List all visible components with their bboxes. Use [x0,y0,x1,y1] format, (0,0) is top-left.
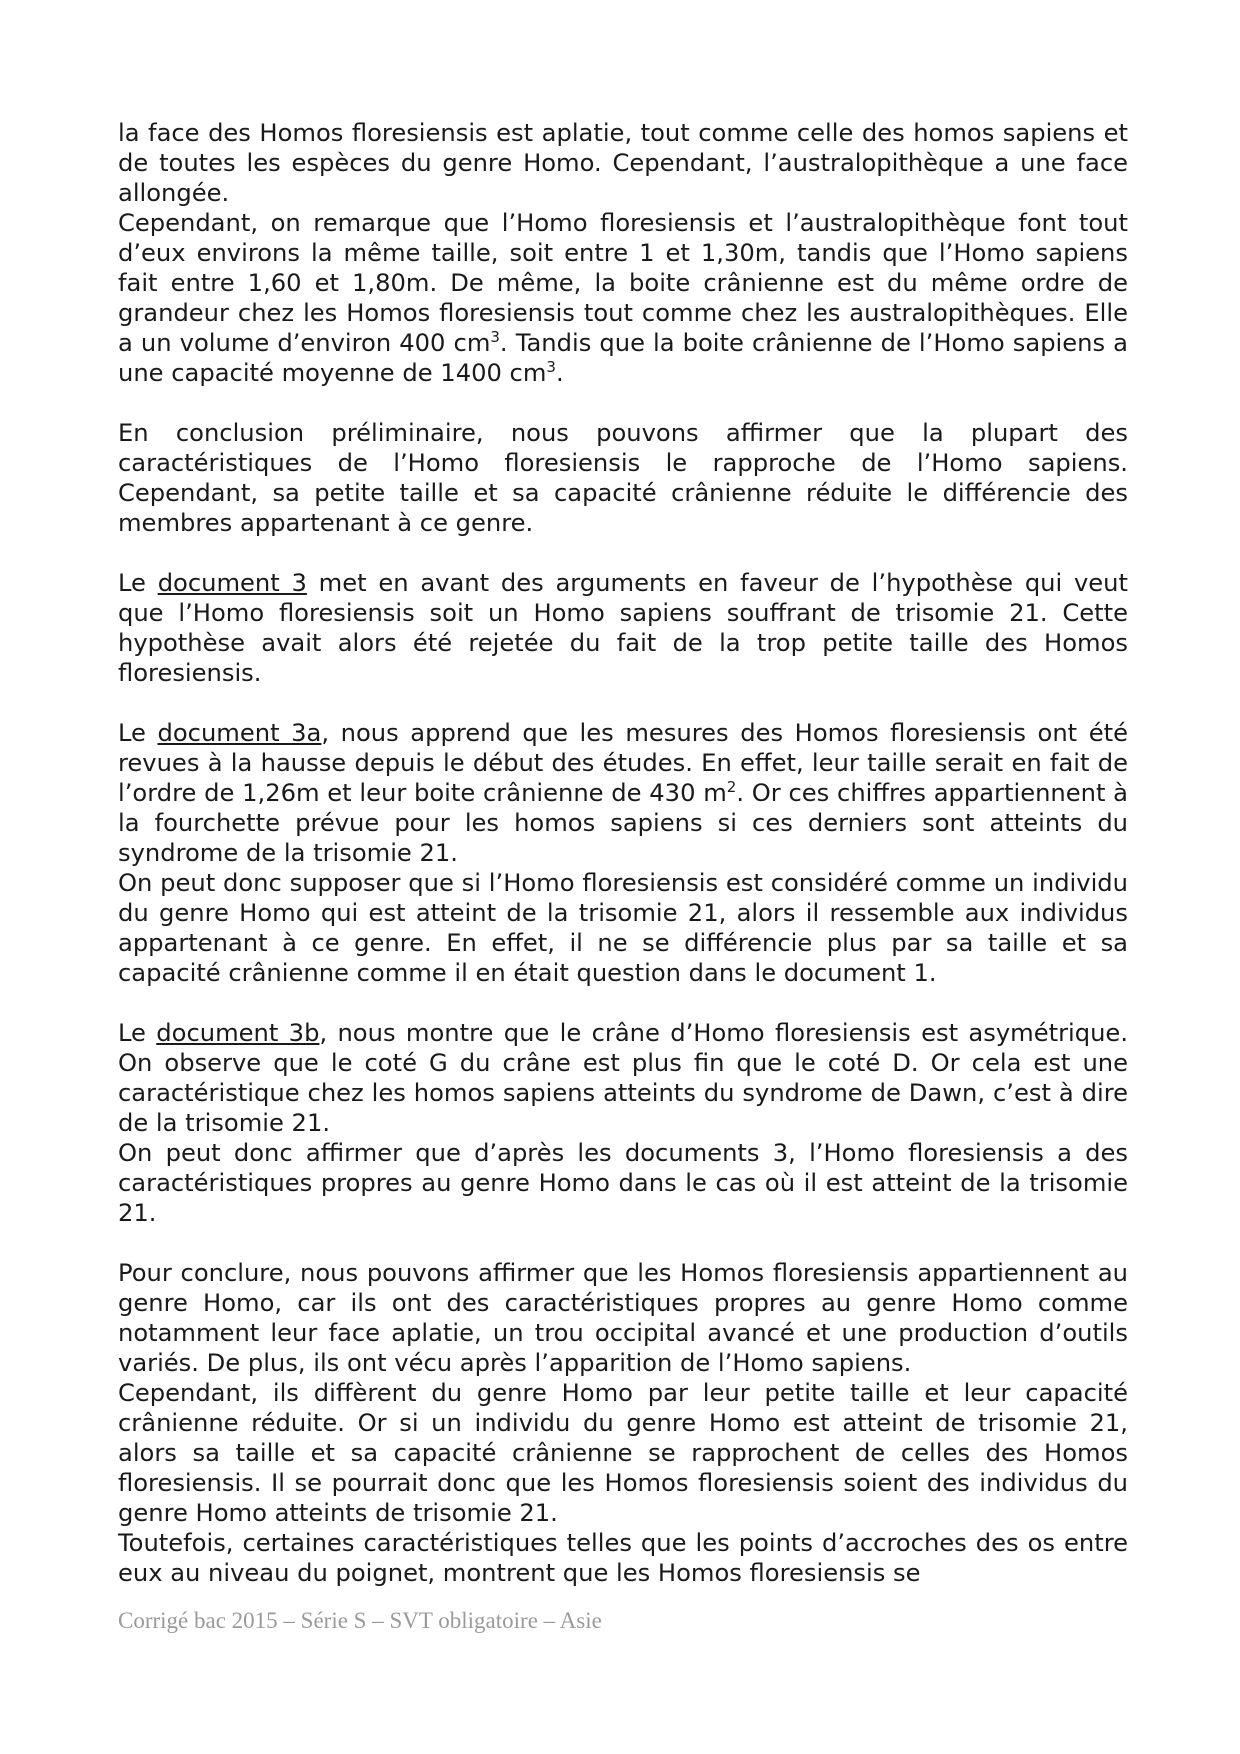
paragraph-document-3b [118,1018,1128,1138]
superscript: 3 [546,357,556,376]
document-3-reference: document 3 [157,569,307,597]
document-3a-reference: document 3a [157,719,322,747]
paragraph-document-3 [118,568,1128,688]
superscript: 2 [726,777,737,796]
text-segment: , nous apprend que les mesures des Homos floresiensis ont été revues à la hausse depuis le début des études. En effet, leur taille serait en fait de l’ordre de 1,26m et leur boite crânienne de 430 m [118,719,1128,807]
text-segment: met en avant des arguments en faveur de l’hypothèse qui veut que l’Homo floresiensis soit un Homo sapiens souffrant de trisomie 21. Cette hypothèse avait alors été rejetée du fait de la trop petite taille des Homos floresiensis. [118,569,1128,687]
text-segment: Cependant, on remarque que l’Homo floresiensis et l’australopithèque font tout d’eux environs la même taille, soit entre 1 et 1,30m, tandis que l’Homo sapiens fait entre 1,60 et 1,80m. De même, la boite crânienne est du même ordre de grandeur chez les Homos floresiensis tout comme chez les australopithèques. Elle a un volume d’environ 400 cm [118,209,1128,357]
paragraph-document-3a [118,718,1128,868]
text-segment: Le [118,719,158,747]
document-3b-reference: document 3b [156,1019,320,1047]
paragraph-however: Toutefois, certaines caractéristiques telles que les points d’accroches des os entre eux au niveau du poignet, montrent que les Homos floresiensis se [118,1529,1128,1587]
paragraph-affirmation: On peut donc affirmer que d’après les documents 3, l’Homo floresiensis a des caractéristiques propres au genre Homo dans le cas où il est atteint de la trisomie 21. [118,1139,1128,1227]
paragraph-preliminary-conclusion: En conclusion préliminaire, nous pouvons affirmer que la plupart des caractéristiques de l’Homo floresiensis le rapproche de l’Homo sapiens. Cependant, sa petite taille et sa capacité crânienne réduite le différencie des membres appartenant à ce genre. [118,419,1128,537]
text-segment: Le [118,1019,157,1047]
paragraph-conclusion: Pour conclure, nous pouvons affirmer que les Homos floresiensis appartiennent au genre Homo, car ils ont des caractéristiques propres au genre Homo comme notamment leur face aplatie, un trou occipital avancé et une production d’outils variés. De plus, ils ont vécu après l’apparition de l’Homo sapiens. [118,1259,1128,1377]
superscript: 3 [490,327,500,346]
text-segment: . Tandis que la boite crânienne de l’Homo sapiens a une capacité moyenne de 1400 cm [118,329,1128,387]
paragraph-supposition: On peut donc supposer que si l’Homo floresiensis est considéré comme un individu du genre Homo qui est atteint de la trisomie 21, alors il ressemble aux individus appartenant à ce genre. En effet, il ne se différencie plus par sa taille et sa capacité crânienne comme il en était question dans le document 1. [118,869,1128,987]
text-segment: Le [118,569,158,597]
document-body [118,118,1128,1588]
paragraph-differences: Cependant, ils diffèrent du genre Homo par leur petite taille et leur capacité crânienne réduite. Or si un individu du genre Homo est atteint de trisomie 21, alors sa taille et sa capacité crânienne se rapprochent de celles des Homos floresiensis. Il se pourrait donc que les Homos floresiensis soient des individus du genre Homo atteints de trisomie 21. [118,1379,1128,1527]
page-footer: Corrigé bac 2015 – Série S – SVT obligatoire – Asie [118,1608,602,1633]
text-segment: . [555,359,564,387]
paragraph-face: la face des Homos floresiensis est aplatie, tout comme celle des homos sapiens et de toutes les espèces du genre Homo. Cependant, l’australopithèque a une face allongée. [118,119,1128,207]
text-segment: . Or ces chiffres appartiennent à la fourchette prévue pour les homos sapiens si ces derniers sont atteints du syndrome de la trisomie 21. [118,779,1129,867]
text-segment: , nous montre que le crâne d’Homo floresiensis est asymétrique. On observe que le coté G du crâne est plus fin que le coté D. Or cela est une caractéristique chez les homos sapiens atteints du syndrome de Dawn, c’est à dire de la trisomie 21. [118,1019,1129,1137]
paragraph-size-comparison [118,208,1128,388]
